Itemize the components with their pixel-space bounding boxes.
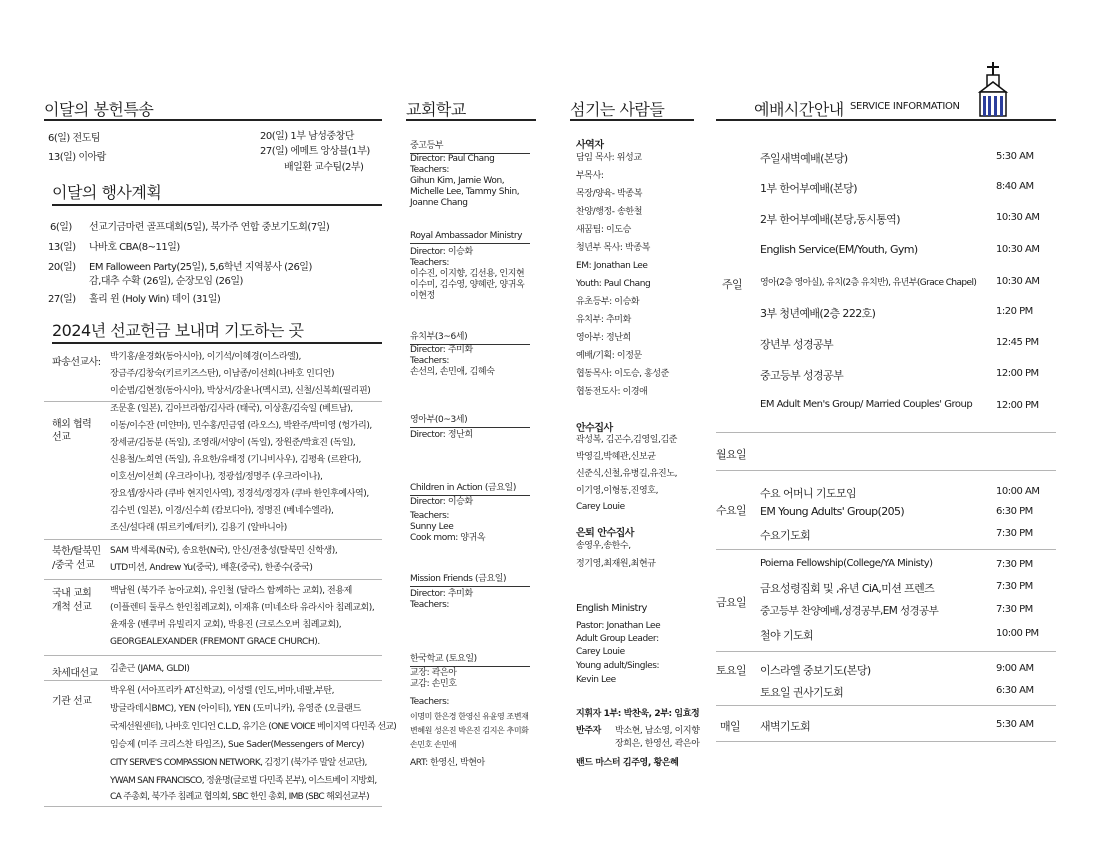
- service-name: 새벽기도회: [760, 720, 811, 733]
- event-text: 선교기금마련 골프대회(5일), 북가주 연합 중보기도회(7일): [89, 222, 330, 233]
- section-line: 손민호 손민애: [410, 740, 457, 749]
- divider: [44, 579, 382, 580]
- staff-line: 새꿈팀: 이도승: [576, 225, 631, 235]
- section-line: Michelle Lee, Tammy Shin,: [410, 187, 520, 197]
- mission-line: GEORGEALEXANDER (FREMONT GRACE CHURCH).: [110, 637, 320, 647]
- mission-group-label: 북한/탈북민 /중국 선교: [52, 546, 101, 571]
- english-line: Kevin Lee: [576, 675, 616, 685]
- service-name: 장년부 성경공부: [760, 338, 834, 351]
- section-line: 교장: 곽은아: [410, 668, 457, 678]
- accompanist-line: 박소현, 남소영, 이지향: [615, 726, 700, 736]
- staff-line: EM: Jonathan Lee: [576, 261, 648, 271]
- service-time: 10:00 AM: [996, 486, 1040, 497]
- section-line: 이수미, 김수영, 양혜란, 양귀옥: [410, 280, 525, 290]
- mission-line: 이호선/이선희 (우크라이나), 정광섭/정명주 (우크라이나),: [110, 472, 323, 482]
- section-title: Children in Action (금요일): [410, 480, 530, 496]
- section-line: Cook mom: 양귀옥: [410, 533, 486, 543]
- service-time: 12:00 PM: [996, 368, 1039, 379]
- mission-group-label: 해외 협력 선교: [52, 419, 92, 443]
- service-time: 7:30 PM: [996, 559, 1033, 570]
- staff-line: 유초등부: 이승화: [576, 297, 640, 307]
- staff-line: 예배/기획: 이정문: [576, 351, 642, 361]
- day-label: 토요일: [716, 664, 747, 677]
- deacon-line: Carey Louie: [576, 502, 625, 512]
- mission-line: 조문훈 (일본), 김아브라함/김사라 (태국), 이상훈/김숙일 (베트남),: [110, 404, 353, 414]
- staff-line: 유치부: 추미화: [576, 315, 631, 325]
- mission-line: 김수빈 (일본), 이경/신수희 (캄보디아), 정명진 (베네수엘라),: [110, 506, 334, 516]
- offering-right-3: 배일환 교수팀(2부): [284, 162, 364, 173]
- deacon-line: 이기영,이형동,진영호,: [576, 486, 659, 496]
- mission-line: 국제선원센터), 나바호 인디언 C.L.D, 유기은 (ONE VOICE 베이지역 다민족 선교): [110, 722, 397, 732]
- section-line: Sunny Lee: [410, 522, 454, 532]
- service-name: 3부 청년예배(2층 222호): [760, 307, 876, 320]
- staff-line: 부목사:: [576, 171, 604, 181]
- divider: [716, 549, 1056, 550]
- mission-line: (이플렌티 둘루스 한인침례교회), 이재휴 (미네소타 유라시아 침례교회),: [110, 603, 375, 613]
- retired-line: 정기영,최재원,최현규: [576, 559, 656, 569]
- section-line: Joanne Chang: [410, 198, 468, 208]
- service-time: 12:45 PM: [996, 337, 1039, 348]
- mission-line: 박기홍/윤경화(동아시아), 이기석/이혜경(이스라엘),: [110, 352, 301, 362]
- mission-group-label: 파송선교사:: [52, 357, 101, 368]
- deacon-line: 곽성복, 김곤수,김영일,김준: [576, 435, 678, 445]
- section-title: 중고등부: [410, 138, 530, 154]
- mission-title: 2024년 선교헌금 보내며 기도하는 곳: [52, 321, 304, 340]
- mission-line: 백남원 (북가주 농아교회), 유인철 (달라스 함께하는 교회), 전용제: [110, 586, 352, 596]
- conductor-line: 지휘자 1부: 박찬욱, 2부: 임효정: [576, 709, 700, 719]
- divider: [44, 655, 382, 656]
- accompanist-line: 장희은, 한영선, 곽은아: [615, 739, 700, 749]
- section-line: Director: 이승화: [410, 497, 473, 507]
- staff-heading: [570, 97, 694, 121]
- section-line: ART: 한영신, 박현아: [410, 758, 485, 768]
- events-title: 이달의 행사계획: [52, 183, 162, 202]
- section-line: Director: 정난희: [410, 430, 473, 440]
- section-title: 한국학교 (토요일): [410, 651, 530, 667]
- service-time: 6:30 PM: [996, 506, 1033, 517]
- service-time: 10:30 AM: [996, 276, 1040, 287]
- mission-line: SAM 박세록(N국), 송요한(N국), 안신/전충성(탈북민 신학생),: [110, 546, 338, 556]
- service-time: 10:30 AM: [996, 244, 1040, 255]
- service-name: 주일새벽예배(본당): [760, 152, 848, 165]
- service-time: 10:30 AM: [996, 212, 1040, 223]
- mission-line: 김춘근 (JAMA, GLDI): [110, 664, 190, 674]
- english-subtitle: English Ministry: [576, 603, 647, 614]
- section-line: 손선의, 손민애, 김혜숙: [410, 367, 495, 377]
- service-time: 6:30 AM: [996, 685, 1034, 696]
- day-label: 주일: [722, 278, 743, 291]
- section-line: Director: 추미화: [410, 589, 473, 599]
- section-line: Teachers:: [410, 356, 450, 366]
- mission-line: UTD미션, Andrew Yu(중국), 배훈(중국), 한종수(중국): [110, 563, 313, 573]
- retired-subtitle: 은퇴 안수집사: [576, 528, 634, 539]
- event-date: 13(일): [48, 242, 76, 253]
- band-line: 밴드 마스터 김주영, 황은혜: [576, 758, 679, 768]
- section-line: Teachers:: [410, 258, 450, 268]
- mission-heading: [52, 318, 382, 344]
- service-time: 7:30 PM: [996, 604, 1033, 615]
- mission-line: 박우원 (서아프리카 AT신학교), 이성렬 (인도,버마,네팔,부탄,: [110, 686, 335, 696]
- service-time: 12:00 PM: [996, 400, 1039, 411]
- service-name: 수요 어머니 기도모임: [760, 487, 857, 500]
- event-date: 20(일): [48, 262, 76, 273]
- section-line: Teachers:: [410, 697, 450, 707]
- staff-subtitle: 사역자: [576, 140, 604, 151]
- events-heading: [52, 180, 382, 206]
- service-name: EM Adult Men's Group/ Married Couples' Group: [760, 399, 973, 410]
- church-school-heading: [406, 97, 536, 121]
- event-text: EM Falloween Party(25일), 5,6학년 지역봉사 (26일): [89, 262, 312, 273]
- service-heading: [716, 97, 1056, 121]
- service-time: 5:30 AM: [996, 719, 1034, 730]
- event-text: 나바호 CBA(8~11일): [89, 242, 180, 253]
- section-line: Gihun Kim, Jamie Won,: [410, 176, 505, 186]
- event-date: 6(일): [50, 222, 72, 233]
- church-school-title: 교회학교: [406, 100, 466, 119]
- staff-title: 섬기는 사람들: [570, 100, 665, 119]
- service-time: 7:30 PM: [996, 528, 1033, 539]
- staff-line: 청년부 목사: 박종복: [576, 243, 650, 253]
- event-text: 홀리 윈 (Holy Win) 데이 (31일): [89, 294, 221, 305]
- divider: [716, 741, 1056, 742]
- service-name: 토요일 권사기도회: [760, 686, 844, 699]
- service-time: 7:30 PM: [996, 581, 1033, 592]
- section-line: 교감: 손민호: [410, 679, 457, 689]
- section-line: Director: Paul Chang: [410, 154, 495, 164]
- section-line: Director: 이승화: [410, 247, 473, 257]
- divider: [716, 432, 1056, 433]
- accompanist-label: 반주자: [576, 726, 601, 736]
- offering-left-1: 6(일) 전도팀: [48, 133, 100, 144]
- service-name: 이스라엘 중보기도(본당): [760, 664, 871, 677]
- mission-group-label: 차세대선교: [52, 668, 98, 679]
- service-name: 금요성령집회 및 ,유년 CiA,미션 프렌즈: [760, 582, 935, 595]
- deacon-subtitle: 안수집사: [576, 423, 613, 434]
- staff-line: 목장/양육- 박종복: [576, 189, 642, 199]
- mission-group-label: 기관 선교: [52, 696, 92, 707]
- mission-line: 장요셉/장사라 (쿠바 현지인사역), 정경석/정경자 (쿠바 한인후예사역),: [110, 489, 369, 499]
- section-title: Royal Ambassador Ministry: [410, 231, 530, 244]
- service-name: 수요기도회: [760, 529, 811, 542]
- english-line: Carey Louie: [576, 647, 625, 657]
- service-name: 중고등부 찬양예배,성경공부,EM 성경공부: [760, 605, 939, 617]
- mission-line: 방글라데시BMC), YEN (아이티), YEN (도미니카), 유영준 (오클랜드: [110, 704, 361, 714]
- service-title: 예배시간안내: [754, 100, 844, 119]
- service-name: 영아(2층 영아실), 유치(2층 유치반), 유년부(Grace Chapel): [760, 278, 977, 288]
- section-line: Director: 추미화: [410, 345, 473, 355]
- day-label: 금요일: [716, 596, 747, 609]
- offering-right-1: 20(일) 1부 남성중창단: [260, 131, 354, 142]
- staff-line: Youth: Paul Chang: [576, 279, 651, 289]
- staff-line: 담임 목사: 위성교: [576, 153, 642, 163]
- english-line: Adult Group Leader:: [576, 634, 659, 644]
- event-text-2: 감,대추 수확 (26일), 순장모임 (26일): [89, 276, 243, 287]
- divider: [716, 470, 1056, 471]
- english-line: Young adult/Singles:: [576, 661, 660, 671]
- section-title: Mission Friends (금요일): [410, 571, 530, 587]
- mission-line: YWAM SAN FRANCISCO, 정윤명(글로벌 다민족 본부), 이스트베이 지방회,: [110, 776, 377, 786]
- staff-line: 협동목사: 이도승, 홍성준: [576, 369, 669, 379]
- service-time: 8:40 AM: [996, 181, 1034, 192]
- section-line: 이수진, 이지향, 김선용, 인지현: [410, 269, 525, 279]
- service-name: Poiema Fellowship(College/YA Ministy): [760, 558, 933, 569]
- section-title: 영아부(0~3세): [410, 412, 530, 428]
- mission-line: 윤재웅 (벤쿠버 유빌리지 교회), 박용진 (크로스오버 침례교회),: [110, 620, 342, 630]
- service-time: 10:00 PM: [996, 628, 1039, 639]
- offering-heading: [44, 97, 382, 121]
- divider: [44, 680, 382, 681]
- section-line: 이명미 한은경 한영신 유윤영 조변재: [410, 712, 529, 721]
- staff-line: 찬양/행정- 송한철: [576, 207, 642, 217]
- divider: [716, 651, 1056, 652]
- mission-line: 이동/이수잔 (미얀마), 민수홍/민금엽 (라오스), 박완주/박미영 (헝가리),: [110, 421, 372, 431]
- day-label: 월요일: [716, 448, 747, 461]
- section-line: Teachers:: [410, 165, 450, 175]
- service-name: English Service(EM/Youth, Gym): [760, 243, 918, 256]
- mission-group-label: 국내 교회 개척 선교: [52, 588, 92, 613]
- day-label: 수요일: [716, 504, 747, 517]
- staff-line: 영아부: 정난희: [576, 333, 631, 343]
- service-name: 1부 한어부예배(본당): [760, 182, 857, 195]
- section-line: Teachers:: [410, 511, 450, 521]
- service-name: 중고등부 성경공부: [760, 369, 844, 382]
- mission-line: 장금주/김창숙(키르키즈스탄), 이남종/이선희(나바호 인디언): [110, 369, 335, 379]
- service-title-en: SERVICE INFORMATION: [850, 101, 960, 112]
- divider: [44, 806, 382, 807]
- offering-right-2: 27(일) 에메트 앙상블(1부): [260, 146, 370, 157]
- divider: [44, 401, 382, 402]
- section-line: 이현정: [410, 291, 435, 301]
- divider: [716, 705, 1056, 706]
- service-time: 1:20 PM: [996, 306, 1033, 317]
- mission-line: 이순범/김현정(동아시아), 박상서/강윤나(멕시코), 신철/신복희(필리핀): [110, 386, 371, 396]
- divider: [44, 539, 382, 540]
- service-time: 9:00 AM: [996, 663, 1034, 674]
- staff-line: 협동전도사: 이경애: [576, 387, 648, 397]
- mission-line: 장세균/김동분 (독일), 조영래/서양이 (독일), 장원준/박효진 (독일),: [110, 438, 356, 448]
- mission-line: 신용철/노희연 (독일), 유요한/유태정 (기니비사우), 김평육 (르완다),: [110, 455, 361, 465]
- offering-left-2: 13(일) 이아람: [48, 152, 106, 163]
- mission-line: 임승제 (미주 크리스찬 타임즈), Sue Sader(Messengers of Mercy): [110, 740, 365, 750]
- service-name: 2부 한어부예배(본당,동시통역): [760, 213, 900, 226]
- mission-line: 조신/설다래 (튀르키예/터키), 김용기 (알바니아): [110, 523, 287, 533]
- english-line: Pastor: Jonathan Lee: [576, 621, 661, 631]
- mission-line: CA 주총회, 북가주 침례교 협의회, SBC 한인 총회, IMB (SBC 해외선교부): [110, 792, 369, 802]
- retired-line: 송영우,송한수,: [576, 541, 631, 551]
- event-date: 27(일): [48, 294, 76, 305]
- section-line: 변혜원 성은진 박은진 김지은 추미화: [410, 726, 529, 735]
- deacon-line: 신준식,신철,유병길,유진노,: [576, 469, 678, 479]
- day-label: 매일: [720, 720, 741, 733]
- deacon-line: 박영길,박혜관,신보균: [576, 452, 656, 462]
- offering-title: 이달의 봉헌특송: [44, 100, 154, 119]
- mission-line: CITY SERVE'S COMPASSION NETWORK, 김정기 (북가주 말알 선교단),: [110, 758, 367, 768]
- section-line: Teachers:: [410, 600, 450, 610]
- service-time: 5:30 AM: [996, 151, 1034, 162]
- service-name: EM Young Adults' Group(205): [760, 505, 905, 518]
- section-title: 유치부(3~6세): [410, 329, 530, 345]
- service-name: 철야 기도회: [760, 629, 814, 642]
